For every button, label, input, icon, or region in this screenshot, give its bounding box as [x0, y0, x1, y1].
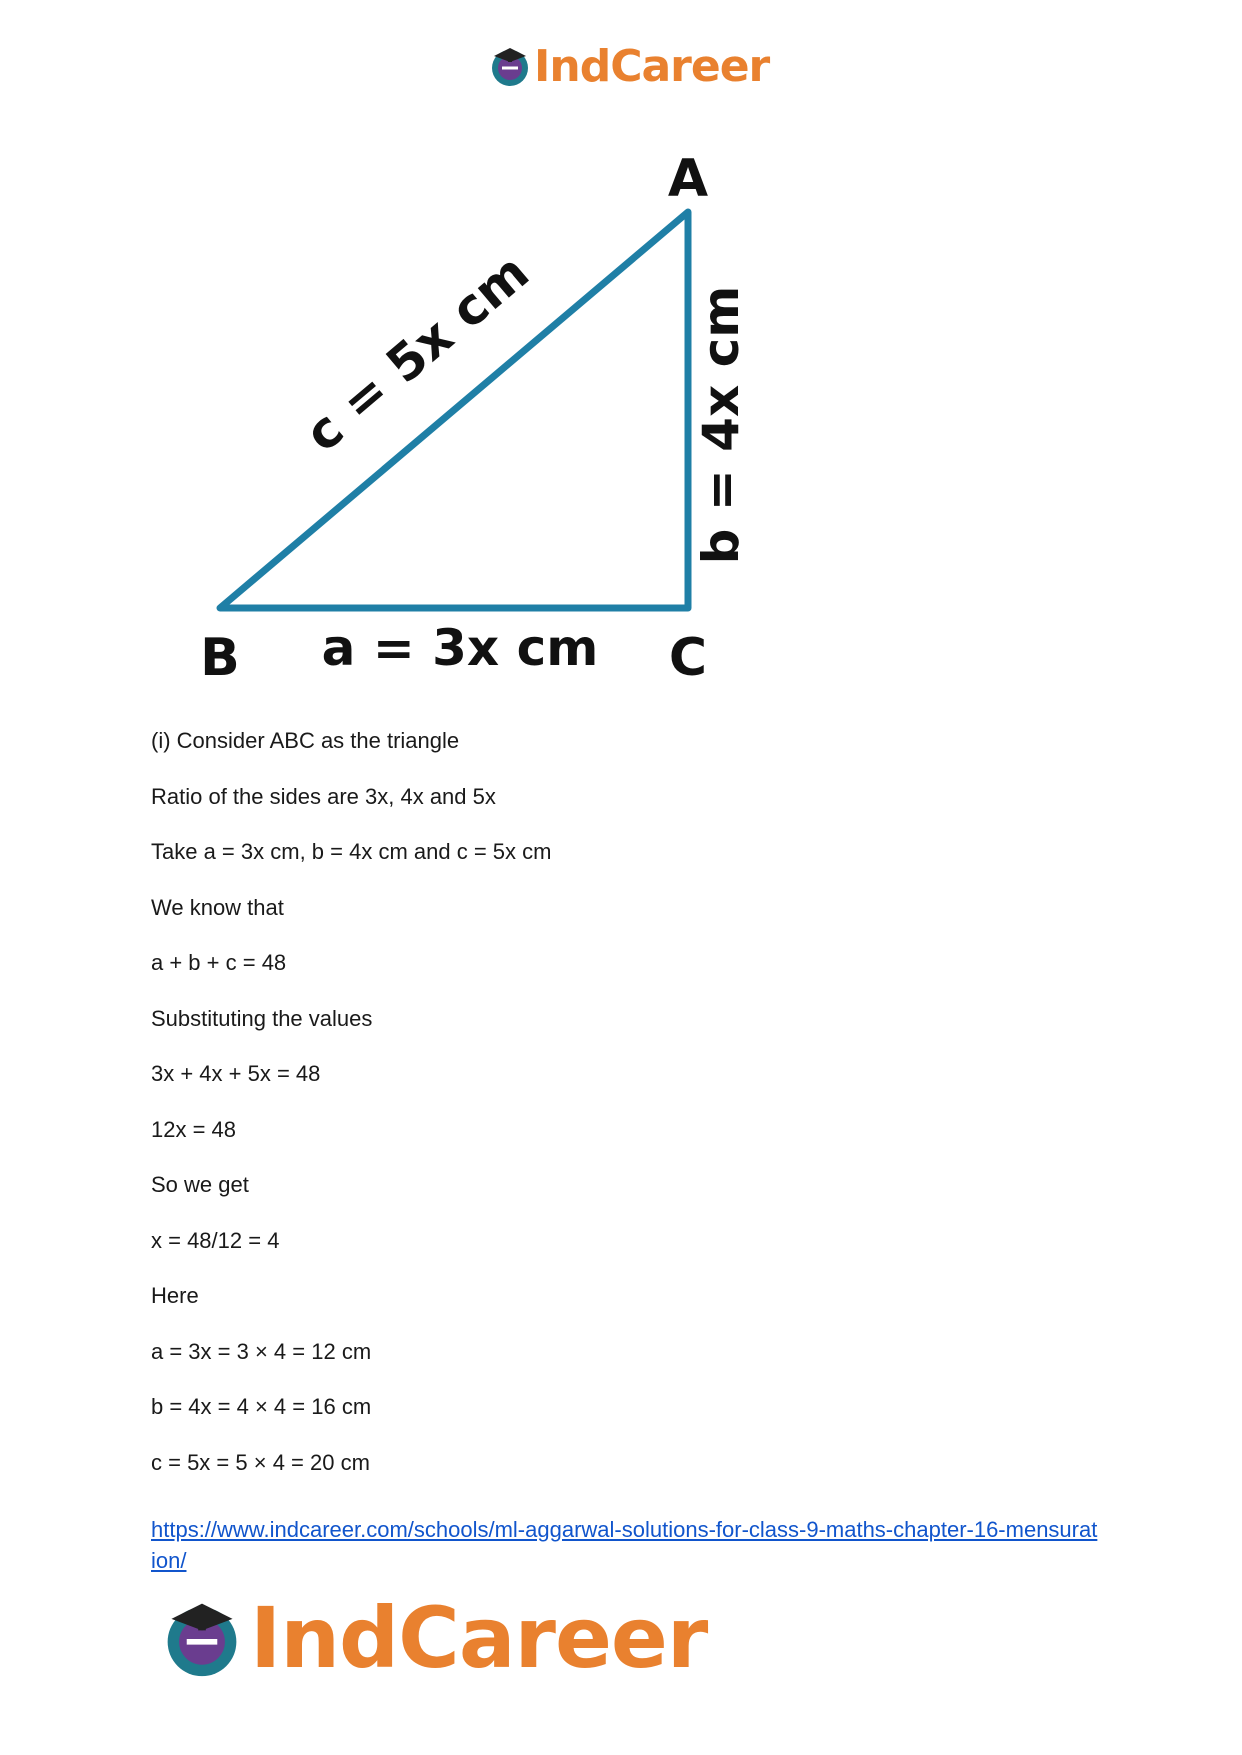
solution-line: Here	[151, 1283, 199, 1308]
brand-name: IndCareer	[250, 1589, 708, 1687]
solution-line: Take a = 3x cm, b = 4x cm and c = 5x cm	[151, 839, 552, 864]
solution-line: Ratio of the sides are 3x, 4x and 5x	[151, 783, 496, 809]
solution-line: We know that	[151, 894, 284, 920]
solution-line: c = 5x = 5 × 4 = 20 cm	[151, 1449, 370, 1475]
solution-line: (i) Consider ABC as the triangle	[151, 728, 460, 753]
triangle-abc	[220, 212, 688, 608]
solution-line: 3x + 4x + 5x = 48	[151, 1061, 321, 1086]
solution-line: a + b + c = 48	[151, 950, 287, 975]
solution-line: x = 48/12 = 4	[151, 1227, 280, 1253]
solution-line: Substituting the values	[151, 1005, 373, 1031]
side-a-label: a = 3x cm	[321, 619, 599, 677]
side-b-label: b = 4x cm	[692, 285, 750, 565]
solution-line: b = 4x = 4 × 4 = 16 cm	[151, 1394, 372, 1419]
vertex-a-label: A	[667, 149, 709, 209]
solution-line: So we get	[151, 1172, 249, 1197]
vertex-c-label: C	[668, 628, 708, 688]
graduation-globe-icon	[160, 1596, 244, 1680]
source-link[interactable]: https://www.indcareer.com/schools/ml-aggarwal-solutions-for-class-9-maths-chapter-16-mensuration/	[151, 1517, 1098, 1573]
brand-name: IndCareer	[534, 40, 770, 92]
graduation-globe-icon	[488, 44, 532, 88]
header-logo	[488, 38, 769, 94]
triangle-figure	[160, 140, 780, 700]
footer-logo	[160, 1588, 707, 1688]
solution-steps	[151, 726, 1111, 1503]
vertex-b-label: B	[200, 628, 240, 688]
side-c-label: c = 5x cm	[294, 242, 540, 464]
solution-line: 12x = 48	[151, 1116, 237, 1142]
solution-line: a = 3x = 3 × 4 = 12 cm	[151, 1338, 372, 1364]
